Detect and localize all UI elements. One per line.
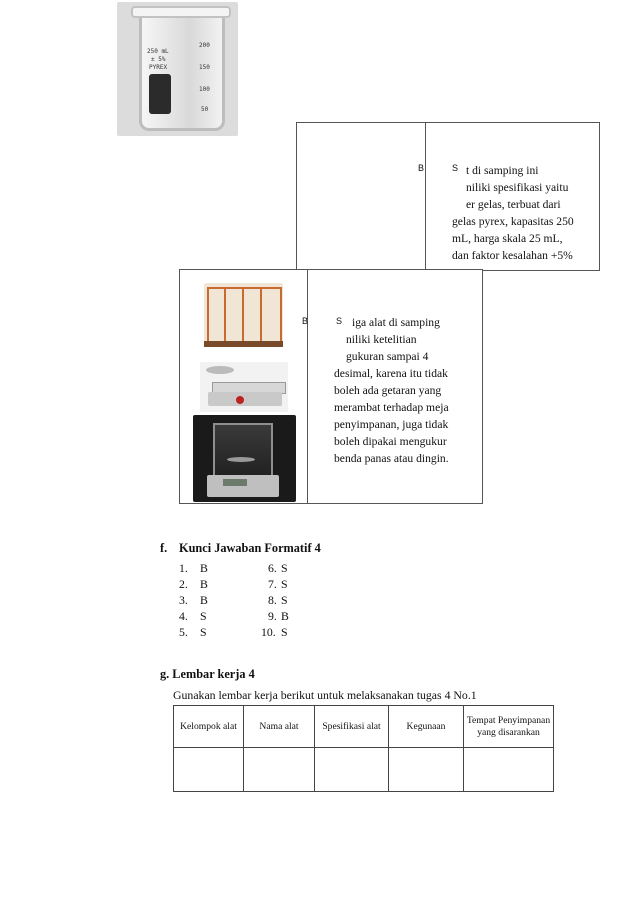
- worksheet-table: [173, 705, 554, 792]
- answer-value: S: [281, 561, 288, 575]
- answer-number: 1.: [179, 561, 188, 575]
- answer-value: S: [200, 609, 207, 623]
- worksheet-instruction: Gunakan lembar kerja berikut untuk melaksanakan tugas 4 No.1: [173, 688, 477, 702]
- answer-number: 6.: [268, 561, 277, 575]
- answer-number: 4.: [179, 609, 188, 623]
- balance-description-line: niliki ketelitian: [346, 333, 417, 346]
- balance-description-line: desimal, karena itu tidak: [334, 367, 448, 380]
- answer-number: 8.: [268, 593, 277, 607]
- beaker-description-line: mL, harga skala 25 mL,: [452, 232, 563, 245]
- box-divider: [307, 269, 308, 503]
- analytical-balance-photo: [204, 283, 283, 347]
- section-g-title: g. Lembar kerja 4: [160, 667, 255, 681]
- beaker-brand-label: PYREX: [149, 64, 168, 71]
- option-b-label: B: [418, 163, 425, 173]
- beaker-photo: [117, 2, 238, 136]
- table-cell[interactable]: [464, 748, 554, 792]
- beaker-description-line: dan faktor kesalahan +5%: [452, 249, 573, 262]
- answer-value: S: [281, 625, 288, 639]
- beaker-volume-label: 250 mL: [147, 48, 169, 55]
- beaker-mark: 100: [199, 86, 210, 93]
- beaker-description-line: er gelas, terbuat dari: [466, 198, 561, 211]
- beaker-mark: 150: [199, 64, 210, 71]
- answer-value: B: [200, 561, 208, 575]
- column-header: Kelompok alat: [174, 706, 244, 748]
- beaker-mark: 50: [201, 106, 209, 113]
- answer-number: 7.: [268, 577, 277, 591]
- beaker-description-line: niliki spesifikasi yaitu: [466, 181, 569, 194]
- table-row: [174, 748, 554, 792]
- table-header-row: [174, 706, 554, 748]
- column-header: Spesifikasi alat: [315, 706, 389, 748]
- table-cell[interactable]: [244, 748, 315, 792]
- table-cell[interactable]: [174, 748, 244, 792]
- answer-number: 3.: [179, 593, 188, 607]
- balance-description-line: merambat terhadap meja: [334, 401, 449, 414]
- option-b-label: B: [302, 316, 309, 326]
- answer-value: S: [281, 577, 288, 591]
- answer-value: S: [281, 593, 288, 607]
- beaker-description-line: t di samping ini: [466, 164, 539, 177]
- balance-description-line: boleh ada getaran yang: [334, 384, 442, 397]
- option-s-label: S: [452, 163, 459, 173]
- answer-number: 2.: [179, 577, 188, 591]
- section-f-title: Kunci Jawaban Formatif 4: [179, 541, 321, 555]
- balance-description-line: iga alat di samping: [352, 316, 440, 329]
- beaker-tolerance-label: ± 5%: [151, 56, 166, 63]
- answer-value: B: [200, 593, 208, 607]
- column-header: Kegunaan: [389, 706, 464, 748]
- column-header: Nama alat: [244, 706, 315, 748]
- answer-value: B: [200, 577, 208, 591]
- column-header: Tempat Penyimpanan yang disarankan: [464, 706, 554, 748]
- answer-value: B: [281, 609, 289, 623]
- answer-number: 10.: [261, 625, 276, 639]
- beaker-description-line: gelas pyrex, kapasitas 250: [452, 215, 574, 228]
- option-s-label: S: [336, 316, 343, 326]
- answer-value: S: [200, 625, 207, 639]
- box-divider: [425, 122, 426, 270]
- beaker-mark: 200: [199, 42, 210, 49]
- balance-description-line: boleh dipakai mengukur: [334, 435, 447, 448]
- section-f-letter: f.: [160, 541, 168, 555]
- triple-beam-balance-photo: [200, 362, 288, 412]
- balance-description-line: benda panas atau dingin.: [334, 452, 449, 465]
- balance-description-line: gukuran sampai 4: [346, 350, 429, 363]
- balance-description-line: penyimpanan, juga tidak: [334, 418, 449, 431]
- beaker-rim: [131, 6, 231, 18]
- table-cell[interactable]: [389, 748, 464, 792]
- digital-balance-photo: [193, 415, 296, 502]
- answer-number: 5.: [179, 625, 188, 639]
- table-cell[interactable]: [315, 748, 389, 792]
- beaker-label-window: [149, 74, 171, 114]
- answer-number: 9.: [268, 609, 277, 623]
